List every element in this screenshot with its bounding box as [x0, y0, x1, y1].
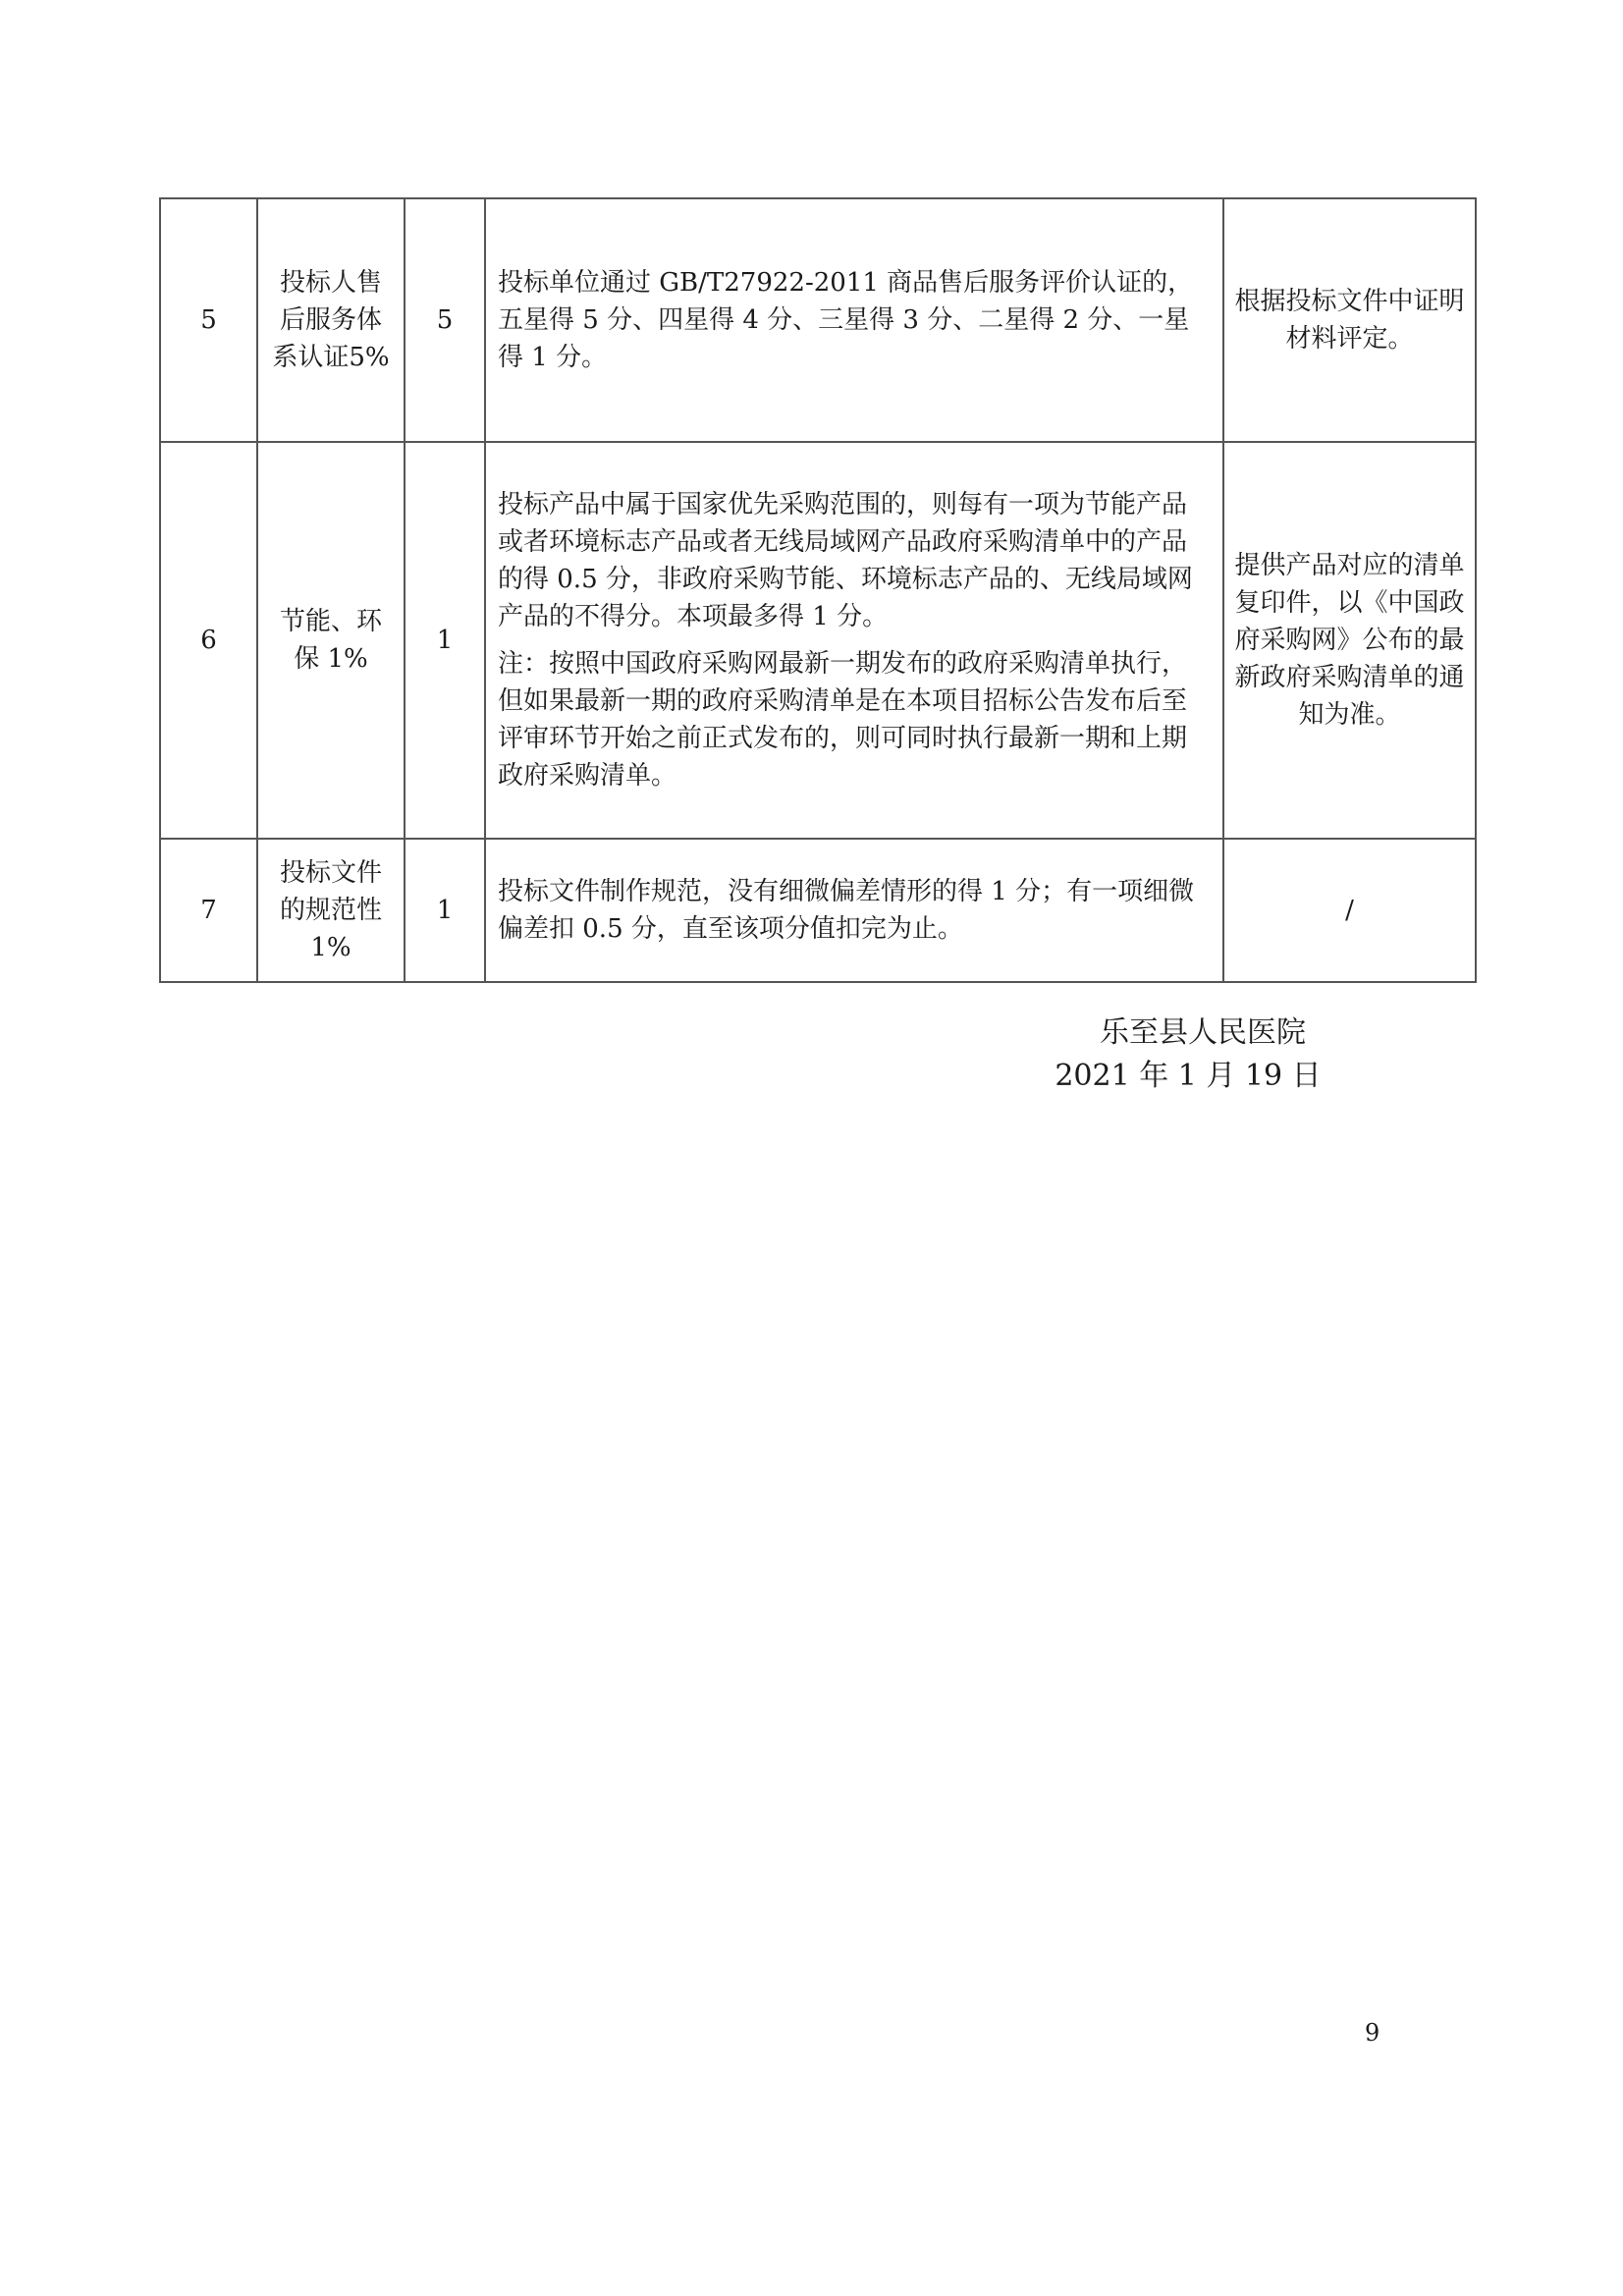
scoring-table — [159, 197, 1477, 983]
criteria-paragraph: 投标单位通过 GB/T27922-2011 商品售后服务评价认证的，五星得 5 分、四星得 4 分、三星得 3 分、二星得 2 分、一星得 1 分。 — [498, 268, 1194, 372]
row-basis: 提供产品对应的清单复印件，以《中国政府采购网》公布的最新政府采购清单的通知为准。 — [1223, 442, 1476, 839]
row-number: 6 — [160, 442, 257, 839]
table-row — [160, 442, 1476, 839]
signature-block — [982, 1011, 1394, 1098]
signature-organization: 乐至县人民医院 — [1100, 1015, 1306, 1050]
row-item: 投标人售后服务体系认证5% — [257, 198, 405, 442]
signature-date: 2021 年 1 月 19 日 — [1055, 1059, 1322, 1093]
row-basis: 根据投标文件中证明材料评定。 — [1223, 198, 1476, 442]
row-score: 5 — [405, 198, 485, 442]
table-row — [160, 839, 1476, 982]
row-score: 1 — [405, 442, 485, 839]
row-score: 1 — [405, 839, 485, 982]
row-item: 投标文件的规范性1% — [257, 839, 405, 982]
row-basis: / — [1223, 839, 1476, 982]
criteria-note: 注：按照中国政府采购网最新一期发布的政府采购清单执行，但如果最新一期的政府采购清单是在本项目招标公告发布后至评审环节开始之前正式发布的，则可同时执行最新一期和上期政府采购清单。 — [498, 649, 1188, 791]
row-number: 7 — [160, 839, 257, 982]
row-criteria — [485, 442, 1223, 839]
row-criteria — [485, 839, 1223, 982]
row-number: 5 — [160, 198, 257, 442]
table-row — [160, 198, 1476, 442]
row-item: 节能、环保 1% — [257, 442, 405, 839]
page-number: 9 — [1365, 2019, 1380, 2047]
row-criteria — [485, 198, 1223, 442]
criteria-paragraph: 投标文件制作规范，没有细微偏差情形的得 1 分；有一项细微偏差扣 0.5 分，直至该项分值扣完为止。 — [498, 877, 1195, 944]
criteria-paragraph: 投标产品中属于国家优先采购范围的，则每有一项为节能产品或者环境标志产品或者无线局域网产品政府采购清单中的产品的得 0.5 分，非政府采购节能、环境标志产品的、无线局域网产品的不得分。本项最多得 1 分。 — [498, 490, 1193, 631]
